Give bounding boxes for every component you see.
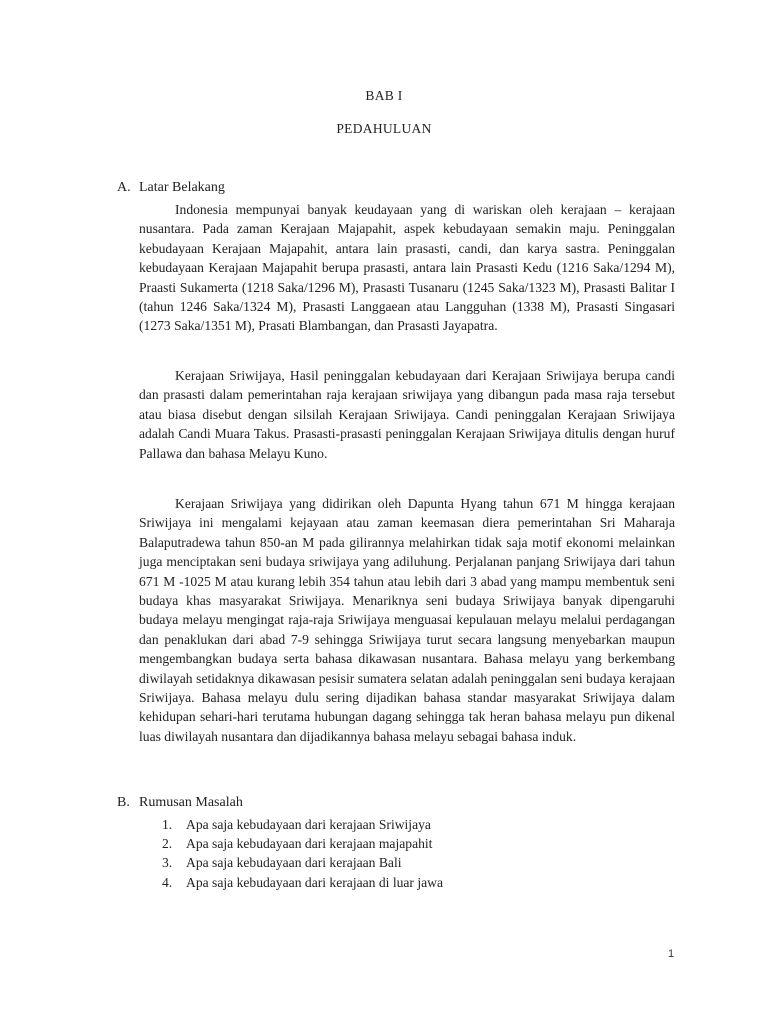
paragraph-2-text: Kerajaan Sriwijaya, Hasil peninggalan kebudayaan dari Kerajaan Sriwijaya berupa candi dan prasasti dalam pemerintahan raja kerajaan sriwijaya yang dibangun pada masa raja tersebut atau biasa disebut dengan silsilah Kerajaan Sriwijaya. Candi peninggalan Kerajaan Sriwijaya adalah Candi Muara Takus. Prasasti-prasasti peninggalan Kerajaan Sriwijaya ditulis dengan huruf Pallawa dan bahasa Melayu Kuno. — [139, 368, 675, 461]
paragraph-3-text: Kerajaan Sriwijaya yang didirikan oleh Dapunta Hyang tahun 671 M hingga kerajaan Sriwijaya ini mengalami kejayaan atau zaman keemasan diera pemerintahan Sri Maharaja Balaputradewa tahun 850-an M pada gilirannya melahirkan tidak saja motif ekonomi melainkan juga menciptakan seni budaya sriwijaya yang adiluhung. Perjalanan panjang Sriwijaya dari tahun 671 M -1025 M atau kurang lebih 354 tahun atau lebih dari 3 abad yang mampu membentuk seni budaya khas masyarakat Sriwijaya. Menariknya seni budaya Sriwijaya banyak dipengaruhi budaya melayu mengingat raja-raja Sriwijaya menguasai kepulauan melayu melalui perdagangan dan penaklukan dari abad 7-9 sehingga Sriwijaya turut secara langsung menyebarkan maupun mengembangkan budaya serta bahasa dikawasan nusantara. Bahasa melayu yang berkembang diwilayah setidaknya dikawasan pesisir sumatera selatan adalah peninggalan seni budaya kerajaan Sriwijaya. Bahasa melayu dulu sering dijadikan bahasa standar masyarakat Sriwijaya dalam kehidupan sehari-hari terutama hubungan dagang sehingga tak heran bahasa melayu pun dikenal luas diwilayah nusantara dan dijadikannya bahasa melayu sebagai bahasa induk. — [139, 496, 675, 744]
list-number: 4. — [162, 874, 173, 890]
paragraph-1-text: Indonesia mempunyai banyak keudayaan yang di wariskan oleh kerajaan – kerajaan nusantara. Pada zaman Kerajaan Majapahit, aspek kebudayaan semakin maju. Peninggalan kebudayaan Kerajaan Majapahit, antara lain prasasti, candi, dan karya sastra. Peninggalan kebudayaan Kerajaan Majapahit berupa prasasti, antara lain Prasasti Kedu (1216 Saka/1294 M), Praasti Sukamerta (1218 Saka/1296 M), Prasasti Tusanaru (1245 Saka/1323 M), Prasasti Balitar I (tahun 1246 Saka/1324 M), Prasasti Langgaean atau Langguhan (1338 M), Prasasti Singasari (1273 Saka/1351 M), Prasati Blambangan, dan Prasasti Jayapatra. — [139, 202, 675, 334]
section-b-letter: B. — [117, 795, 130, 810]
list-item — [162, 873, 443, 892]
list-text: Apa saja kebudayaan dari kerajaan majapahit — [186, 836, 433, 852]
list-number: 1. — [162, 817, 173, 832]
list-number: 3. — [162, 855, 173, 871]
list-item — [162, 815, 443, 834]
list-text: Apa saja kebudayaan dari kerajaan di luar jawa — [186, 874, 444, 890]
section-a-heading — [117, 180, 225, 196]
chapter-label: BAB I — [365, 88, 403, 103]
list-text: Apa saja kebudayaan dari kerajaan Bali — [186, 855, 402, 871]
paragraph-3 — [139, 494, 675, 746]
section-b-title: Rumusan Masalah — [139, 795, 243, 810]
page-number: 1 — [668, 948, 675, 960]
problem-list — [162, 815, 443, 892]
list-number: 2. — [162, 836, 173, 852]
section-b-heading — [117, 795, 243, 811]
list-text: Apa saja kebudayaan dari kerajaan Sriwijaya — [186, 817, 431, 832]
paragraph-2 — [139, 366, 675, 463]
list-item — [162, 834, 443, 853]
chapter-title: PEDAHULUAN — [336, 121, 432, 136]
section-a-letter: A. — [117, 180, 131, 195]
section-a-title: Latar Belakang — [139, 180, 225, 195]
paragraph-1 — [139, 200, 675, 336]
list-item — [162, 853, 443, 872]
